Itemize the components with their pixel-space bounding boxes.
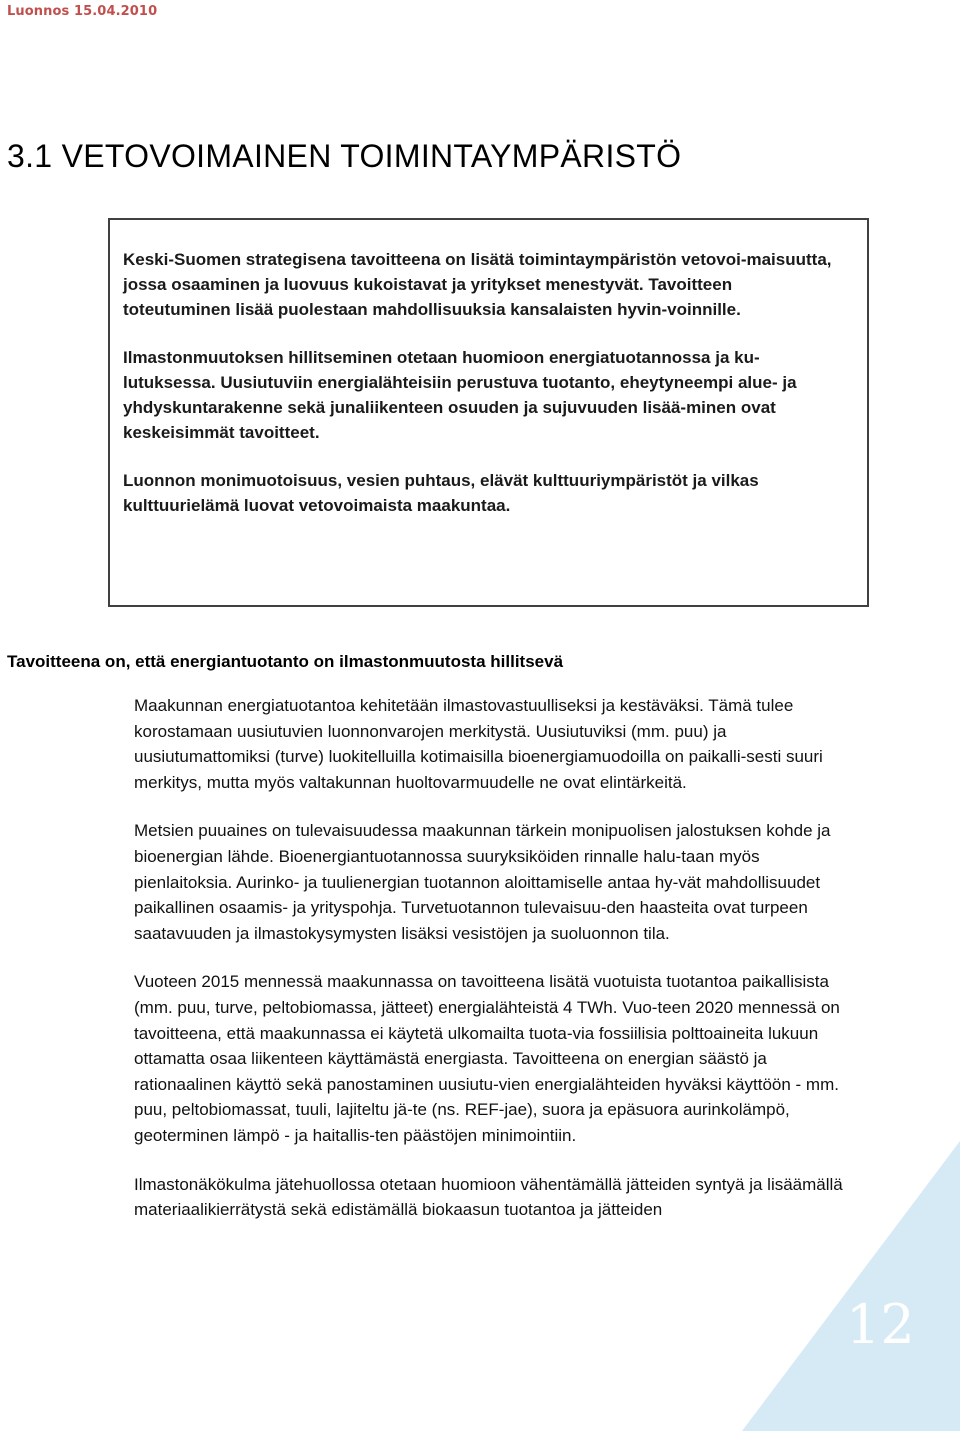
body-paragraph-4: Ilmastonäkökulma jätehuollossa otetaan huomioon vähentämällä jätteiden syntyä ja lisäämällä materiaalikierrätystä sekä edistämällä biokaasun tuotantoa ja jätteiden (134, 1174, 843, 1220)
goal-paragraph-3: Luonnon monimuotoisuus, vesien puhtaus, elävät kulttuuriympäristöt ja vilkas kulttuurielämä luovat vetovoimaista maakuntaa. (123, 471, 759, 515)
body-paragraph-2: Metsien puuaines on tulevaisuudessa maakunnan tärkein monipuolisen jalostuksen kohde ja bioenergian lähde. Bioenergiantuotannossa suuryksiköiden rinnalle halu-taan myös pienlaitoksia. Aurinko- ja tuulienergian tuotannon aloittamiselle antaa hy-vät mahdollisuudet paikallinen osaamis- ja yrityspohja. Turvetuotannon tulevaisuu-den haasteita ovat turpeen saatavuuden ja ilmastokysymysten lisäksi vesistöjen ja suoluonnon tila. (134, 821, 831, 943)
body-paragraph-1: Maakunnan energiatuotantoa kehitetään ilmastovastuulliseksi ja kestäväksi. Tämä tulee korostamaan uusiutuvien luonnonvarojen merkitystä. Uusiutuviksi (mm. puu) ja uusiutumattomiksi (turve) luokitelluilla kotimaisilla bioenergiamuodoilla on paikalli-sesti suuri merkitys, mutta myös valtakunnan huoltovarmuudelle ne ovat elintärkeitä. (134, 696, 823, 792)
page-number: 12 (846, 1293, 915, 1356)
corner-accent-triangle (742, 1141, 960, 1431)
energy-subheading: Tavoitteena on, että energiantuotanto on ilmastonmuutosta hillitsevä (7, 652, 564, 671)
body-paragraph-3: Vuoteen 2015 mennessä maakunnassa on tavoitteena lisätä vuotuista tuotantoa paikallisista (mm. puu, turve, peltobiomassa, jätteet) energialähteistä 4 TWh. Vuo-teen 2020 mennessä on tavoitteena, että maakunnassa ei käytetä ulkomailta tuota-via fossiilisia polttoaineita lukuun ottamatta osaa liikenteen käyttämästä energiasta. Tavoitteena on energian säästö ja rationaalinen käyttö sekä panostaminen uusiutu-vien energialähteiden hyväksi käyttöön - mm. puu, peltobiomassat, tuuli, lajiteltu jä-te (ns. REF-jae), suora ja epäsuora aurinkolämpö, geoterminen lämpö - ja haitallis-ten päästöjen minimointiin. (134, 972, 840, 1145)
section-title: 3.1 VETOVOIMAINEN TOIMINTAYMPÄRISTÖ (7, 138, 682, 174)
strategic-goal-box (108, 218, 869, 607)
draft-label: Luonnos 15.04.2010 (7, 4, 158, 19)
goal-paragraph-1: Keski-Suomen strategisena tavoitteena on lisätä toimintaympäristön vetovoi-maisuutta, jossa osaaminen ja luovuus kukoistavat ja yritykset menestyvät. Tavoitteen toteutuminen lisää puolestaan mahdollisuuksia kansalaisten hyvin-voinnille. (123, 250, 832, 319)
goal-paragraph-2: Ilmastonmuutoksen hillitseminen otetaan huomioon energiatuotannossa ja ku-lutuksessa. Uusiutuviin energialähteisiin perustuva tuotanto, eheytyneempi alue- ja yhdyskuntarakenne sekä junaliikenteen osuuden ja sujuvuuden lisää-minen ovat keskeisimmät tavoitteet. (123, 348, 797, 442)
